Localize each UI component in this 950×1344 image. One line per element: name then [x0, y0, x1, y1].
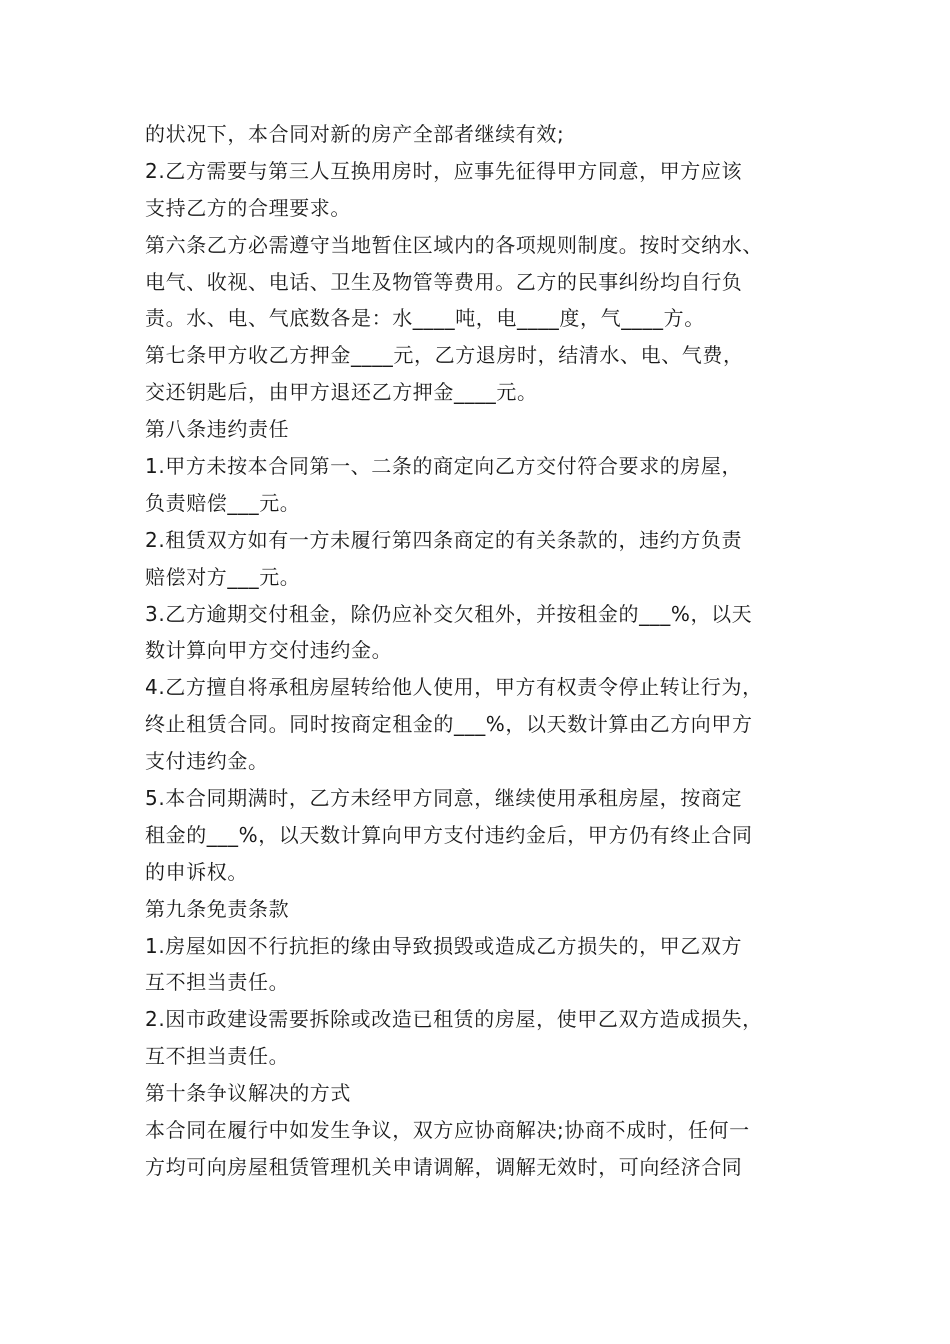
text-line: 2.乙方需要与第三人互换用房时，应事先征得甲方同意，甲方应该	[145, 158, 743, 183]
text-line: 互不担当责任。	[145, 1044, 290, 1069]
document-body	[145, 116, 825, 1186]
text-line: 互不担当责任。	[145, 970, 290, 995]
section-heading: 第九条免责条款	[145, 896, 290, 921]
text-line: 1.房屋如因不行抗拒的缘由导致损毁或造成乙方损失的，甲乙双方	[145, 933, 743, 958]
text-line: 电气、收视、电话、卫生及物管等费用。乙方的民事纠纷均自行负	[145, 269, 743, 294]
text-line: 4.乙方擅自将承租房屋转给他人使用，甲方有权责令停止转让行为，	[145, 675, 763, 700]
text-line: 2.因市政建设需要拆除或改造已租赁的房屋，使甲乙双方造成损失，	[145, 1007, 763, 1032]
text-line: 终止租赁合同。同时按商定租金的___%，以天数计算由乙方向甲方	[145, 712, 753, 737]
section-heading: 第十条争议解决的方式	[145, 1081, 351, 1106]
text-line: 赔偿对方___元。	[145, 564, 301, 589]
text-line: 交还钥匙后，由甲方退还乙方押金____元。	[145, 380, 538, 405]
text-line: 支持乙方的合理要求。	[145, 195, 351, 220]
text-line: 5.本合同期满时，乙方未经甲方同意，继续使用承租房屋，按商定	[145, 786, 743, 811]
text-line: 租金的___%，以天数计算向甲方支付违约金后，甲方仍有终止合同	[145, 822, 753, 847]
text-line: 的状况下，本合同对新的房产全部者继续有效;	[145, 122, 565, 146]
text-line: 2.租赁双方如有一方未履行第四条商定的有关条款的，违约方负责	[145, 527, 743, 552]
text-line: 数计算向甲方交付违约金。	[145, 638, 393, 663]
text-line: 方均可向房屋租赁管理机关申请调解，调解无效时，可向经济合同	[145, 1154, 743, 1179]
text-line: 的申诉权。	[145, 859, 248, 884]
text-line: 3.乙方逾期交付租金，除仍应补交欠租外，并按租金的___%，以天	[145, 601, 753, 626]
section-heading: 第八条违约责任	[145, 417, 290, 442]
text-line: 责。水、电、气底数各是：水____吨，电____度，气____方。	[145, 306, 705, 331]
text-line: 支付违约金。	[145, 749, 269, 774]
text-line: 第六条乙方必需遵守当地暂住区域内的各项规则制度。按时交纳水、	[145, 232, 763, 257]
text-line: 负责赔偿___元。	[145, 490, 301, 515]
text-line: 本合同在履行中如发生争议，双方应协商解决;协商不成时，任何一	[145, 1118, 750, 1143]
text-line: 1.甲方未按本合同第一、二条的商定向乙方交付符合要求的房屋，	[145, 454, 743, 479]
text-line: 第七条甲方收乙方押金____元，乙方退房时，结清水、电、气费，	[145, 343, 744, 368]
